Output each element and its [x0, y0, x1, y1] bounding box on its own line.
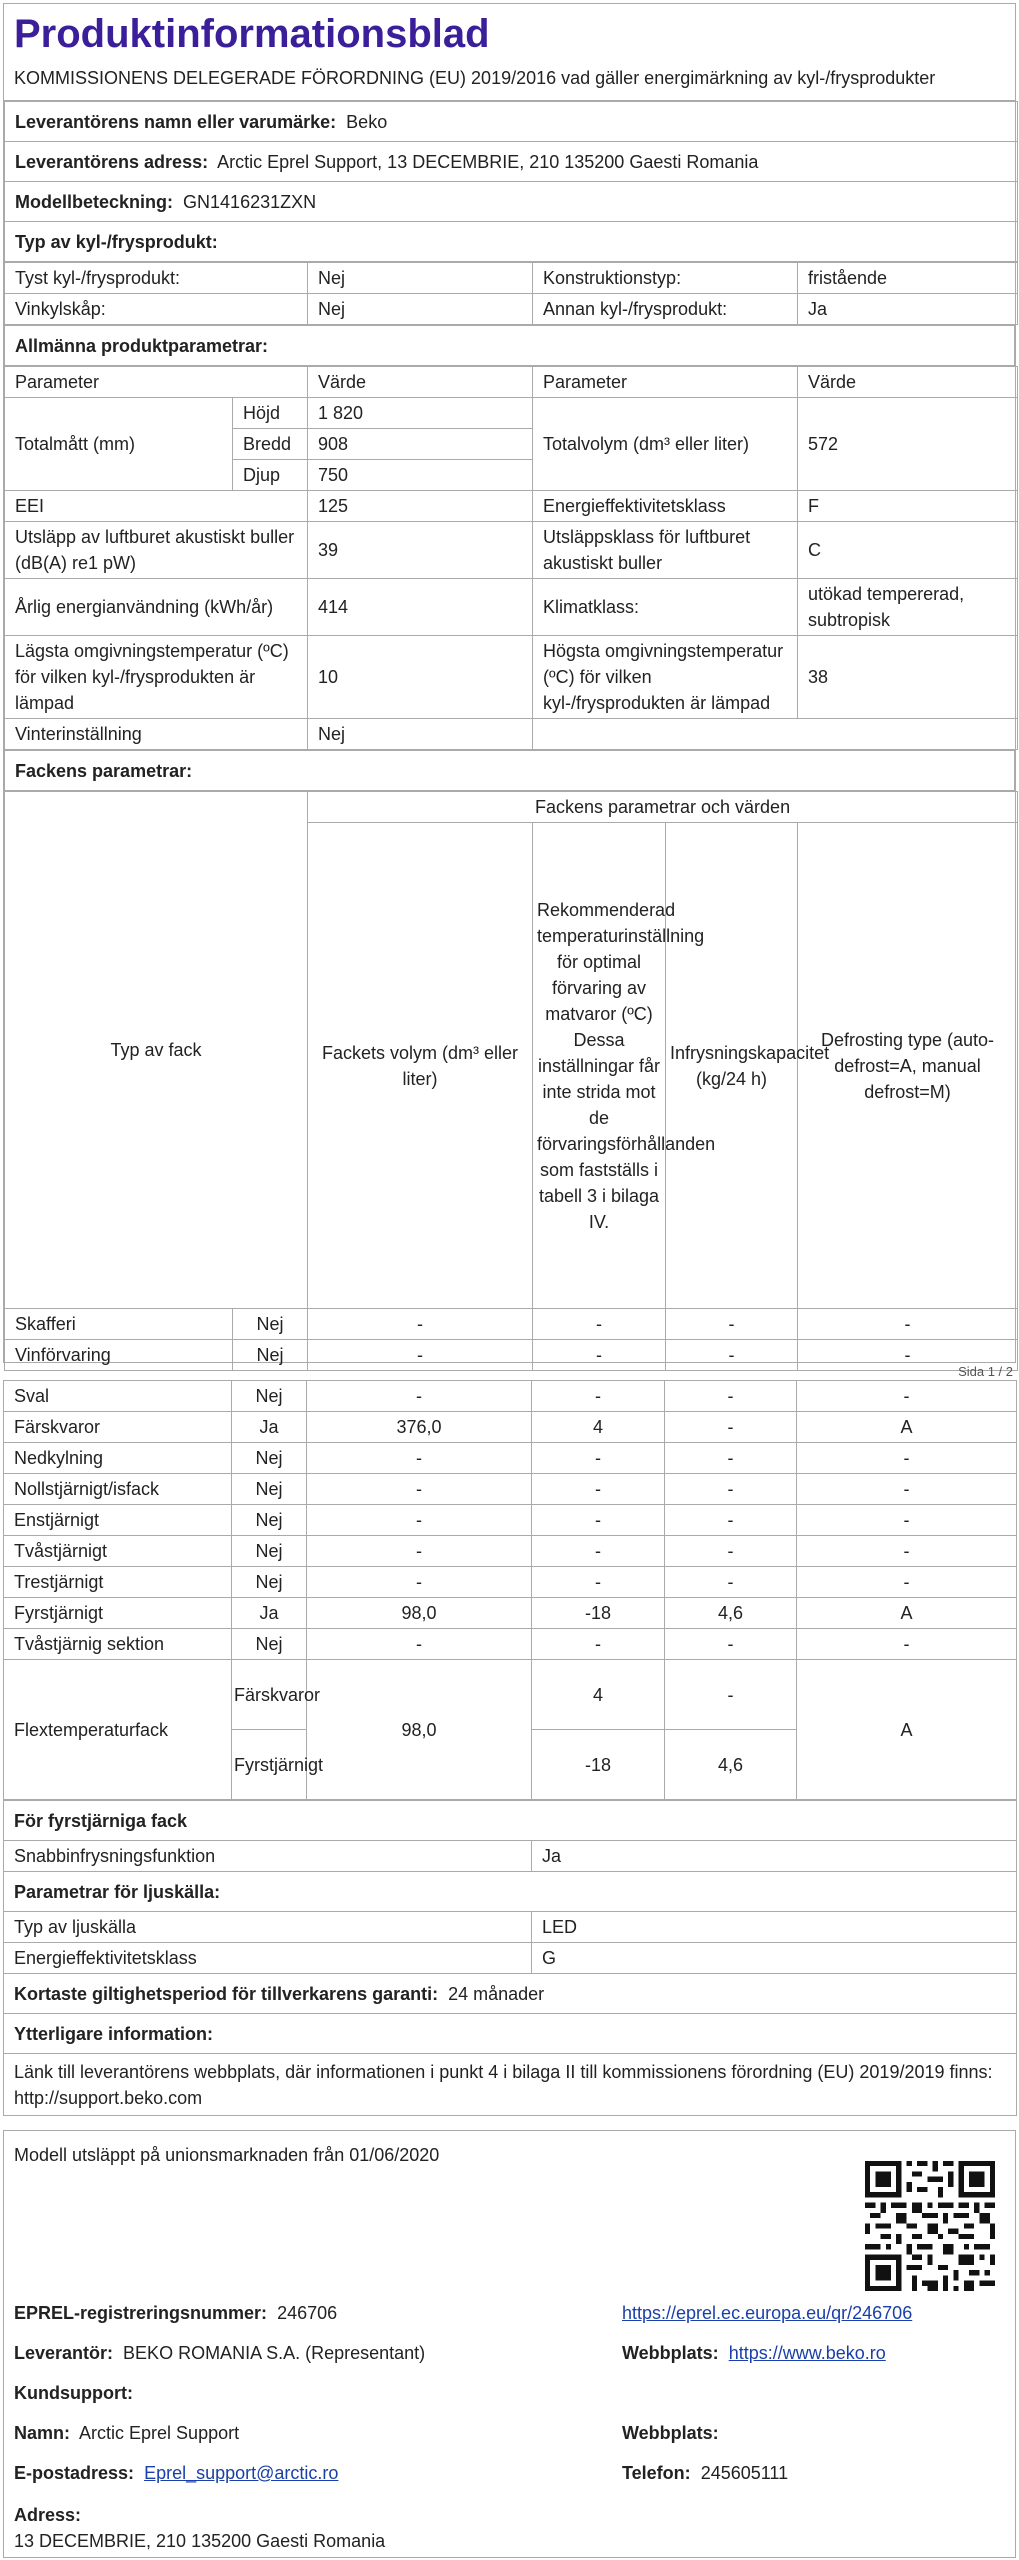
depth-value: 750	[308, 460, 533, 491]
compartment-volume: -	[307, 1567, 532, 1598]
comp-header-table	[4, 750, 1015, 791]
width-label: Bredd	[233, 429, 308, 460]
compartment-capacity: -	[665, 1536, 797, 1567]
type-table	[4, 262, 1018, 325]
height-value: 1 820	[308, 398, 533, 429]
web-link[interactable]: https://www.beko.ro	[728, 2343, 886, 2363]
warranty-label: Kortaste giltighetsperiod för tillverkarens garanti:	[14, 1983, 439, 2004]
compartment-volume: -	[307, 1443, 532, 1474]
compartment-temp: -	[532, 1567, 665, 1598]
general-head-row	[5, 367, 1018, 398]
compartment-temp: -	[533, 1340, 666, 1371]
flex-sub-freezer: Fyrstjärnigt	[232, 1730, 307, 1800]
compartment-table	[4, 791, 1018, 1371]
compartment-defrost: -	[797, 1536, 1017, 1567]
warranty-value: 24 månader	[448, 1983, 545, 2004]
general-key: Högsta omgivningstemperatur (ºC) för vilken kyl-/frysprodukten är lämpad	[533, 636, 798, 719]
page-title: Produktinformationsblad	[14, 12, 490, 56]
light-header: Parametrar för ljuskälla:	[4, 1872, 1017, 1912]
type-header: Typ av kyl-/frysprodukt:	[5, 222, 1018, 262]
compartment-capacity: 4,6	[665, 1598, 797, 1629]
compartment-name: Fyrstjärnigt	[4, 1598, 232, 1629]
compartment-present: Nej	[232, 1443, 307, 1474]
type-key: Tyst kyl-/frysprodukt:	[5, 263, 308, 294]
compartment-name: Färskvaror	[4, 1412, 232, 1443]
name-label: Namn:	[14, 2423, 71, 2443]
compartment-row	[4, 1474, 1017, 1505]
model-row	[5, 182, 1018, 222]
model-label: Modellbeteckning:	[15, 191, 174, 212]
compartment-defrost: A	[797, 1412, 1017, 1443]
page-number: Sida 1 / 2	[958, 1364, 1013, 1379]
compartment-name: Trestjärnigt	[4, 1567, 232, 1598]
compartment-defrost: -	[797, 1505, 1017, 1536]
height-label: Höjd	[233, 398, 308, 429]
type-key: Vinkylskåp:	[5, 294, 308, 325]
compartment-capacity: -	[665, 1505, 797, 1536]
compartment-temp: 4	[532, 1412, 665, 1443]
col-head: Värde	[308, 367, 533, 398]
extra-info	[4, 2054, 1017, 2116]
col-head: Värde	[798, 367, 1018, 398]
web-row	[622, 2343, 886, 2364]
type-row	[5, 263, 1018, 294]
compartment-present: Nej	[233, 1309, 308, 1340]
type-value: Nej	[308, 294, 533, 325]
compartment-capacity: -	[665, 1474, 797, 1505]
email-row	[14, 2463, 338, 2484]
compartment-temp: -	[532, 1474, 665, 1505]
sheet-page-1	[3, 3, 1016, 1363]
compartment-present: Nej	[232, 1567, 307, 1598]
model-value: GN1416231ZXN	[183, 191, 317, 212]
compartment-temp: -18	[532, 1598, 665, 1629]
compartment-present: Nej	[232, 1536, 307, 1567]
phone-row	[622, 2463, 788, 2484]
depth-label: Djup	[233, 460, 308, 491]
compartment-row	[4, 1629, 1017, 1660]
compartment-table-continued	[3, 1380, 1017, 1800]
compartment-name: Nollstjärnigt/isfack	[4, 1474, 232, 1505]
fast-freeze-value: Ja	[532, 1841, 1017, 1872]
extra-text: Länk till leverantörens webbplats, där informationen i punkt 4 i bilaga II till kommissionens förordning (EU) 2019/2019 finns:	[14, 2061, 993, 2082]
email-link[interactable]: Eprel_support@arctic.ro	[144, 2463, 339, 2483]
general-value: 39	[308, 522, 533, 579]
market-info-box	[3, 2130, 1016, 2558]
col-head: Parameter	[533, 367, 798, 398]
col-head-temperature: Rekommenderad temperaturinställning för optimal förvaring av matvaror (ºC) Dessa inställningar får inte strida mot de förvaringsförhållanden som fastställs i tabell 3 i bilaga IV.	[533, 823, 666, 1309]
compartment-volume: 376,0	[307, 1412, 532, 1443]
compartment-name: Tvåstjärnigt	[4, 1536, 232, 1567]
phone-label: Telefon:	[622, 2463, 691, 2483]
support-label: Kundsupport:	[14, 2383, 133, 2403]
four-star-header: För fyrstjärniga fack	[4, 1801, 1017, 1841]
empty-cell	[533, 719, 1018, 750]
supplier-footer-value: BEKO ROMANIA S.A. (Representant)	[123, 2343, 426, 2363]
phone-value: 245605111	[700, 2463, 789, 2483]
compartment-present: Nej	[232, 1629, 307, 1660]
compartment-capacity: -	[665, 1381, 797, 1412]
compartment-capacity: -	[665, 1567, 797, 1598]
supplier-table	[4, 101, 1018, 262]
compartment-row	[4, 1505, 1017, 1536]
compartment-volume: -	[308, 1340, 533, 1371]
general-row	[5, 579, 1018, 636]
general-row	[5, 491, 1018, 522]
compartment-volume: -	[307, 1505, 532, 1536]
compartment-volume: -	[307, 1629, 532, 1660]
general-value: F	[798, 491, 1018, 522]
light-class-label: Energieffektivitetsklass	[4, 1943, 532, 1974]
fast-freeze-label: Snabbinfrysningsfunktion	[4, 1841, 532, 1872]
compartment-capacity: -	[665, 1412, 797, 1443]
compartment-volume: -	[308, 1309, 533, 1340]
address-label: Leverantörens adress:	[15, 151, 209, 172]
lower-table	[3, 1800, 1017, 2116]
dims-label: Totalmått (mm)	[5, 398, 233, 491]
compartment-name: Sval	[4, 1381, 232, 1412]
general-key: Utsläpp av luftburet akustiskt buller (dB(A) re1 pW)	[5, 522, 308, 579]
general-value: 10	[308, 636, 533, 719]
supplier-value: Beko	[346, 111, 388, 132]
col-head-capacity: Infrysningskapacitet (kg/24 h)	[666, 823, 798, 1309]
compartment-volume: 98,0	[307, 1598, 532, 1629]
eprel-link[interactable]: https://eprel.ec.europa.eu/qr/246706	[622, 2303, 913, 2323]
compartment-defrost: -	[798, 1340, 1018, 1371]
type-value: fristående	[798, 263, 1018, 294]
compartment-present: Nej	[232, 1474, 307, 1505]
general-value: 414	[308, 579, 533, 636]
width-value: 908	[308, 429, 533, 460]
general-key: EEI	[5, 491, 308, 522]
address-footer-value: 13 DECEMBRIE, 210 135200 Gaesti Romania	[14, 2531, 386, 2551]
compartment-temp: -	[533, 1309, 666, 1340]
general-table	[4, 366, 1018, 750]
compartment-name: Nedkylning	[4, 1443, 232, 1474]
qr-code-icon	[865, 2161, 995, 2291]
general-key: Klimatklass:	[533, 579, 798, 636]
general-header: Allmänna produktparametrar:	[5, 326, 1015, 366]
name-value: Arctic Eprel Support	[79, 2423, 240, 2443]
sheet-page-2	[3, 1380, 1016, 2116]
warranty-row	[4, 1974, 1017, 2014]
compartment-defrost: -	[797, 1381, 1017, 1412]
eprel-row	[14, 2303, 337, 2324]
flex-temp-freezer: -18	[532, 1730, 665, 1800]
light-type-value: LED	[532, 1912, 1017, 1943]
extra-header: Ytterligare information:	[4, 2014, 1017, 2054]
volume-label: Totalvolym (dm³ eller liter)	[533, 398, 798, 491]
light-class-value: G	[532, 1943, 1017, 1974]
compartment-defrost: -	[797, 1629, 1017, 1660]
compartment-temp: -	[532, 1443, 665, 1474]
compartment-row	[4, 1567, 1017, 1598]
compartment-defrost: -	[797, 1474, 1017, 1505]
flex-sub-fresh: Färskvaror	[232, 1660, 307, 1730]
flex-temp-fresh: 4	[532, 1660, 665, 1730]
support-link[interactable]: http://support.beko.com	[14, 2087, 203, 2108]
compartment-volume: -	[307, 1536, 532, 1567]
supplier-row	[5, 102, 1018, 142]
general-key: Årlig energianvändning (kWh/år)	[5, 579, 308, 636]
col-head-type: Typ av fack	[5, 792, 308, 1309]
compartment-defrost: -	[798, 1309, 1018, 1340]
address-footer-label: Adress:	[14, 2505, 82, 2525]
compartment-temp: -	[532, 1536, 665, 1567]
email-label: E-postadress:	[14, 2463, 135, 2483]
compartment-row	[4, 1443, 1017, 1474]
compartment-name: Skafferi	[5, 1309, 233, 1340]
winter-value: Nej	[308, 719, 533, 750]
flex-volume: 98,0	[307, 1660, 532, 1800]
col-head-defrost: Defrosting type (auto-defrost=A, manual defrost=M)	[798, 823, 1018, 1309]
volume-value: 572	[798, 398, 1018, 491]
type-value: Ja	[798, 294, 1018, 325]
type-key: Konstruktionstyp:	[533, 263, 798, 294]
compartment-capacity: -	[665, 1443, 797, 1474]
flex-name: Flextemperaturfack	[4, 1660, 232, 1800]
type-value: Nej	[308, 263, 533, 294]
supplier-footer-row	[14, 2343, 425, 2364]
compartment-volume: -	[307, 1381, 532, 1412]
compartment-name: Tvåstjärnig sektion	[4, 1629, 232, 1660]
supplier-label: Leverantörens namn eller varumärke:	[15, 111, 337, 132]
compartment-row	[5, 1309, 1018, 1340]
compartment-present: Nej	[232, 1505, 307, 1536]
market-date: Modell utsläppt på unionsmarknaden från 01/06/2020	[14, 2145, 440, 2165]
winter-label: Vinterinställning	[5, 719, 308, 750]
compartment-name: Vinförvaring	[5, 1340, 233, 1371]
col-head-volume: Fackets volym (dm³ eller liter)	[308, 823, 533, 1309]
general-value: 125	[308, 491, 533, 522]
flex-capacity-freezer: 4,6	[665, 1730, 797, 1800]
eprel-label: EPREL-registreringsnummer:	[14, 2303, 268, 2323]
flex-defrost: A	[797, 1660, 1017, 1800]
type-row	[5, 294, 1018, 325]
regulation-subtitle: KOMMISSIONENS DELEGERADE FÖRORDNING (EU) 2019/2016 vad gäller energimärkning av kyl-/frysprodukter	[4, 60, 1015, 101]
compartment-row	[5, 1340, 1018, 1371]
compartment-capacity: -	[666, 1340, 798, 1371]
general-key: Utsläppsklass för luftburet akustiskt buller	[533, 522, 798, 579]
general-row	[5, 522, 1018, 579]
general-key: Energieffektivitetsklass	[533, 491, 798, 522]
compartment-defrost: -	[797, 1567, 1017, 1598]
col-head: Parameter	[5, 367, 308, 398]
compartment-temp: -	[532, 1381, 665, 1412]
general-key: Lägsta omgivningstemperatur (ºC) för vilken kyl-/frysprodukten är lämpad	[5, 636, 308, 719]
compartment-name: Enstjärnigt	[4, 1505, 232, 1536]
compartment-defrost: A	[797, 1598, 1017, 1629]
compartment-present: Nej	[232, 1381, 307, 1412]
flex-row	[4, 1660, 1017, 1730]
compartment-capacity: -	[666, 1309, 798, 1340]
compartment-temp: -	[532, 1505, 665, 1536]
general-value: utökad tempererad, subtropisk	[798, 579, 1018, 636]
compartment-row	[4, 1412, 1017, 1443]
general-header-table	[4, 325, 1015, 366]
web-label: Webbplats:	[622, 2343, 719, 2363]
name-row	[14, 2423, 239, 2444]
compartment-volume: -	[307, 1474, 532, 1505]
general-row	[5, 636, 1018, 719]
compartment-defrost: -	[797, 1443, 1017, 1474]
compartment-row	[4, 1598, 1017, 1629]
compartment-row	[4, 1536, 1017, 1567]
address-row	[5, 142, 1018, 182]
general-value: C	[798, 522, 1018, 579]
type-key: Annan kyl-/frysprodukt:	[533, 294, 798, 325]
compartment-capacity: -	[665, 1629, 797, 1660]
supplier-footer-label: Leverantör:	[14, 2343, 114, 2363]
compartment-temp: -	[532, 1629, 665, 1660]
compartment-present: Nej	[233, 1340, 308, 1371]
general-value: 38	[798, 636, 1018, 719]
compartment-present: Ja	[232, 1412, 307, 1443]
compartment-header: Fackens parametrar:	[5, 751, 1015, 791]
web2-label: Webbplats:	[622, 2423, 719, 2443]
flex-capacity-fresh: -	[665, 1660, 797, 1730]
address-value: Arctic Eprel Support, 13 DECEMBRIE, 210 135200 Gaesti Romania	[217, 151, 759, 172]
light-type-label: Typ av ljuskälla	[4, 1912, 532, 1943]
eprel-value: 246706	[277, 2303, 338, 2323]
compartment-row	[4, 1381, 1017, 1412]
compartment-present: Ja	[232, 1598, 307, 1629]
col-head-group: Fackens parametrar och värden	[308, 792, 1018, 823]
